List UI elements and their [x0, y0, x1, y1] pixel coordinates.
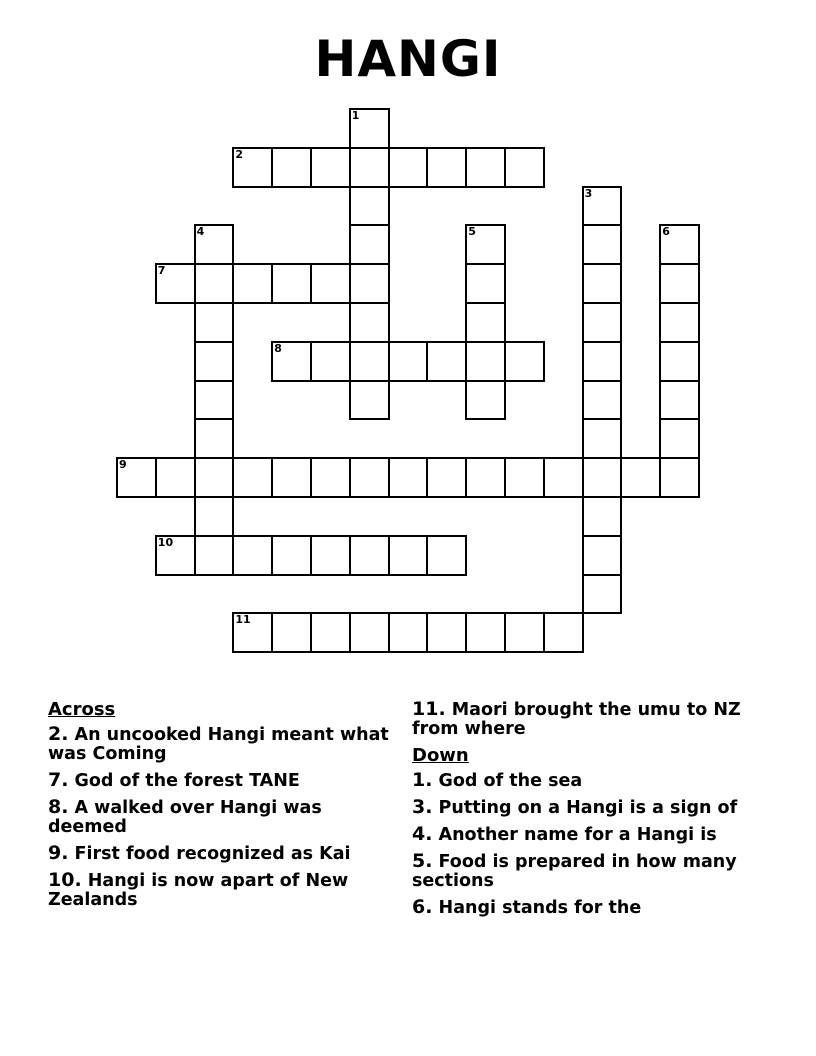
clue-across-9: 9. First food recognized as Kai: [48, 842, 351, 864]
grid-cell[interactable]: [659, 457, 700, 498]
grid-cell[interactable]: [349, 186, 390, 227]
grid-cell[interactable]: [349, 224, 390, 265]
grid-cell[interactable]: [271, 612, 312, 653]
grid-cell[interactable]: [232, 612, 273, 653]
grid-cell[interactable]: [582, 302, 623, 343]
clue-down-4: 4. Another name for a Hangi is: [412, 823, 717, 845]
grid-cell[interactable]: [426, 612, 467, 653]
clue-across-2: 2. An uncooked Hangi meant what was Coming: [48, 723, 389, 764]
grid-cell[interactable]: [194, 224, 235, 265]
grid-cell[interactable]: [504, 457, 545, 498]
grid-cell[interactable]: [349, 341, 390, 382]
grid-cell[interactable]: [543, 457, 584, 498]
grid-cell[interactable]: [465, 263, 506, 304]
grid-cell[interactable]: [582, 224, 623, 265]
grid-cell[interactable]: [271, 263, 312, 304]
grid-cell[interactable]: [426, 535, 467, 576]
grid-cell[interactable]: [426, 341, 467, 382]
clue-number: 4: [196, 225, 205, 239]
grid-cell[interactable]: [504, 612, 545, 653]
clue-down-3: 3. Putting on a Hangi is a sign of: [412, 796, 738, 818]
grid-cell[interactable]: [271, 147, 312, 188]
clue-down-5: 5. Food is prepared in how many sections: [412, 850, 737, 891]
clue-number: 10: [157, 535, 174, 549]
clue-number: 2: [235, 147, 244, 161]
grid-cell[interactable]: [504, 147, 545, 188]
grid-cell[interactable]: [426, 147, 467, 188]
grid-cell[interactable]: [271, 457, 312, 498]
grid-cell[interactable]: [349, 302, 390, 343]
grid-cell[interactable]: [388, 535, 429, 576]
grid-cell[interactable]: [310, 147, 351, 188]
grid-cell[interactable]: [659, 341, 700, 382]
clue-number: 6: [662, 225, 670, 239]
grid-cell[interactable]: [310, 341, 351, 382]
across-heading: Across: [48, 699, 116, 720]
grid-cell[interactable]: [465, 612, 506, 653]
grid-cell[interactable]: [582, 263, 623, 304]
grid-cell[interactable]: [349, 147, 390, 188]
grid-cell[interactable]: [582, 341, 623, 382]
puzzle-title: HANGI: [314, 30, 502, 88]
grid-cell[interactable]: [310, 263, 351, 304]
grid-cell[interactable]: [194, 535, 235, 576]
grid-cell[interactable]: [349, 612, 390, 653]
grid-cell[interactable]: [349, 263, 390, 304]
grid-cell[interactable]: [426, 457, 467, 498]
grid-cell[interactable]: [194, 341, 235, 382]
clues-column-left: [48, 700, 393, 917]
grid-cell[interactable]: [271, 535, 312, 576]
grid-cell[interactable]: [155, 457, 196, 498]
grid-cell[interactable]: [465, 457, 506, 498]
grid-cell[interactable]: [388, 147, 429, 188]
clue-across-11: 11. Maori brought the umu to NZ from where: [412, 698, 741, 739]
grid-cell[interactable]: [465, 147, 506, 188]
grid-cell[interactable]: [582, 418, 623, 459]
grid-cell[interactable]: [194, 496, 235, 537]
grid-cell[interactable]: [349, 380, 390, 421]
grid-cell[interactable]: [582, 380, 623, 421]
grid-cell[interactable]: [271, 341, 312, 382]
grid-cell[interactable]: [659, 418, 700, 459]
grid-cell[interactable]: [194, 263, 235, 304]
grid-cell[interactable]: [388, 457, 429, 498]
clue-number: 8: [274, 341, 282, 355]
grid-cell[interactable]: [155, 535, 196, 576]
grid-cell[interactable]: [349, 457, 390, 498]
grid-cell[interactable]: [659, 224, 700, 265]
grid-cell[interactable]: [465, 302, 506, 343]
grid-cell[interactable]: [194, 418, 235, 459]
grid-cell[interactable]: [194, 380, 235, 421]
grid-cell[interactable]: [232, 263, 273, 304]
grid-cell[interactable]: [232, 147, 273, 188]
clue-number: 7: [157, 264, 166, 278]
grid-cell[interactable]: [659, 302, 700, 343]
clue-number: 11: [235, 613, 251, 627]
grid-cell[interactable]: [620, 457, 661, 498]
grid-cell[interactable]: [582, 186, 623, 227]
grid-cell[interactable]: [310, 535, 351, 576]
grid-cell[interactable]: [232, 457, 273, 498]
grid-cell[interactable]: [582, 457, 623, 498]
grid-cell[interactable]: [155, 263, 196, 304]
grid-cell[interactable]: [388, 612, 429, 653]
grid-cell[interactable]: [582, 535, 623, 576]
grid-cell[interactable]: [504, 341, 545, 382]
grid-cell[interactable]: [194, 457, 235, 498]
grid-cell[interactable]: [388, 341, 429, 382]
grid-cell[interactable]: [659, 263, 700, 304]
grid-cell[interactable]: [310, 612, 351, 653]
grid-cell[interactable]: [349, 108, 390, 149]
grid-cell[interactable]: [116, 457, 157, 498]
clue-down-6: 6. Hangi stands for the: [412, 896, 642, 918]
clue-down-1: 1. God of the sea: [412, 769, 583, 791]
grid-cell[interactable]: [465, 224, 506, 265]
clue-number: 9: [119, 458, 127, 472]
grid-cell[interactable]: [349, 535, 390, 576]
grid-cell[interactable]: [194, 302, 235, 343]
grid-cell[interactable]: [310, 457, 351, 498]
grid-cell[interactable]: [582, 574, 623, 615]
grid-cell[interactable]: [465, 380, 506, 421]
clue-number: 5: [468, 225, 476, 239]
grid-cell[interactable]: [232, 535, 273, 576]
clue-across-7: 7. God of the forest TANE: [48, 769, 300, 791]
clue-across-8: 8. A walked over Hangi was deemed: [48, 796, 322, 837]
grid-cell[interactable]: [543, 612, 584, 653]
grid-cell[interactable]: [582, 496, 623, 537]
grid-cell[interactable]: [659, 380, 700, 421]
down-heading: Down: [412, 745, 469, 766]
grid-cell[interactable]: [465, 341, 506, 382]
clues-column-right: [412, 700, 757, 925]
clue-number: 3: [584, 186, 593, 200]
clue-number: 1: [351, 109, 360, 122]
clue-across-10: 10. Hangi is now apart of New Zealands: [48, 869, 349, 910]
